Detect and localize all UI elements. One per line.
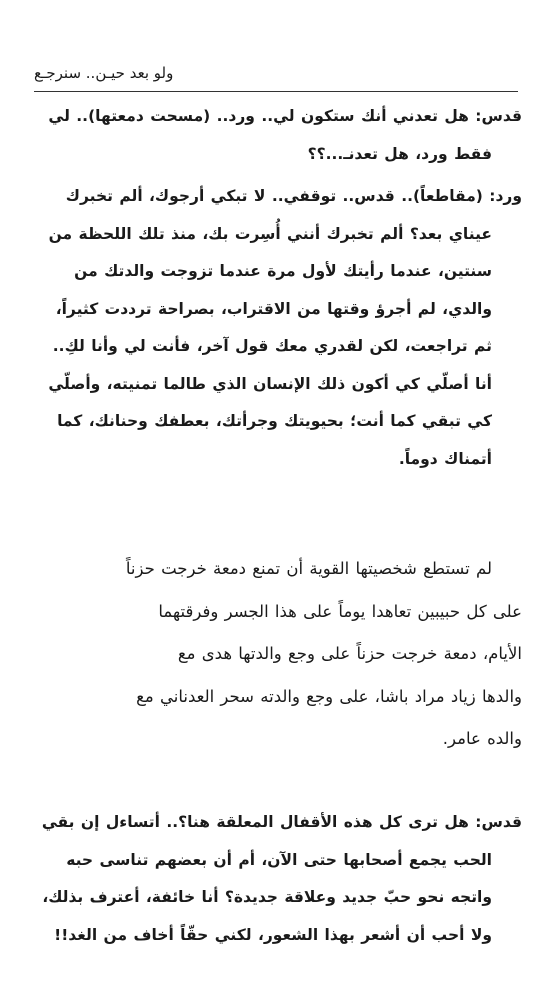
text-line: الأيام، دمعة خرجت حزناً على وجع والدتها هدى مع: [177, 644, 522, 663]
text-line: والدي، لم أجرؤ وقتها من الاقتراب، بصراحة ترددت كثيراً،: [55, 299, 492, 318]
running-header: [34, 56, 518, 92]
text-line: أنا أصلّي كي أكون ذلك الإنسان الذي طالما تمنيته، وأصلّي: [48, 374, 492, 393]
text-line: ثم تراجعت، لكن لقدري معك قول آخر، فأنت لي وأنا لكِ..: [52, 337, 492, 355]
text-line: الحب يجمع أصحابها حتى الآن، أم أن بعضهم تناسى حبه: [66, 850, 492, 869]
header-rule: [34, 91, 518, 92]
text-line: والده عامر.: [442, 729, 522, 748]
text-line: واتجه نحو حبّ جديد وعلاقة جديدة؟ أنا خائفة، أعترف بذلك،: [42, 888, 492, 906]
text-line: قدس: هل تعدني أنك ستكون لي.. ورد.. (مسحت دمعتها).. لي: [48, 107, 522, 125]
dialog-paragraph-quds-2: [38, 804, 522, 954]
running-header-title: ولو بعد حيـن.. سنرجـع: [34, 64, 174, 82]
text-line: لم تستطع شخصيتها القوية أن تمنع دمعة خرجت حزناً: [125, 559, 492, 578]
text-line: ولا أحب أن أشعر بهذا الشعور، لكني حقّاً أخاف من الغد!!: [54, 925, 492, 944]
text-line: والدها زياد مراد باشا، على وجع والدته سحر العدناني مع: [136, 686, 522, 706]
text-line: قدس: هل ترى كل هذه الأقفال المعلقة هنا؟.. أتساءل إن بقي: [41, 813, 522, 831]
text-line: عيناي بعد؟ ألم تخبرك أنني أُسِرت بك، منذ تلك اللحظة من: [48, 224, 492, 243]
text-line: على كل حبيبين تعاهدا يوماً على هذا الجسر وفرقتهما: [158, 601, 522, 621]
dialog-paragraph-ward: [38, 178, 522, 478]
text-line: فقط ورد، هل تعدنـ...؟؟: [307, 144, 492, 163]
text-line: سنتين، عندما رأيتك لأول مرة عندما تزوجت والدتك من: [74, 262, 492, 280]
dialog-paragraph-quds-1: [38, 98, 522, 173]
text-line: أتمناك دوماً.: [398, 449, 492, 468]
text-line: كي تبقي كما أنت؛ بحيويتك وجرأتك، بعطفك وحنانك، كما: [57, 412, 492, 430]
narration-paragraph: [38, 548, 522, 761]
text-line: ورد: (مقاطعاً).. قدس.. توقفي.. لا تبكي أرجوك، ألم تخبرك: [65, 187, 522, 205]
